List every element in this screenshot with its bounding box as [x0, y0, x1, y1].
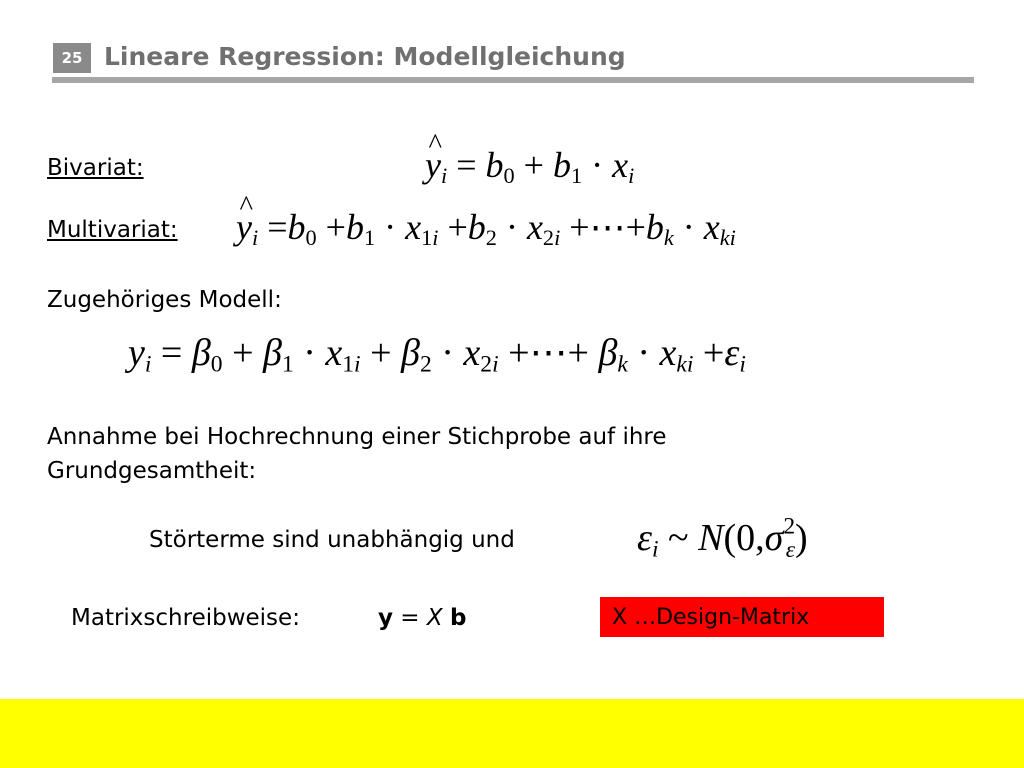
equation-multivariat: ^ $y_i =b_0 +b_1 \cdot x_{1i} +b_2 \cdot x_{2i}$ $+\cdots+b_k \cdot x_{ki}$ — [236, 206, 736, 248]
slide-number-badge: 25 — [53, 43, 91, 73]
equation-verteilung: $\varepsilon_i$ ~ $N(0,\sigma^2_\varepsilon)$ — [637, 513, 808, 563]
slide-title: Lineare Regression: Modellgleichung — [104, 42, 626, 71]
label-annahme-line1: Annahme bei Hochrechnung einer Stichprobe auf ihre — [47, 424, 667, 450]
label-stoerterme: Störterme sind unabhängig und — [149, 527, 515, 553]
label-matrix: Matrixschreibweise: — [71, 605, 300, 631]
equation-modell: $y_i = \beta_0 + \beta_1 \cdot x_{1i} + \beta_2 \cdot x_{2i}$ +⋯+ $\beta_k \cdot x_{ki} +\varepsilon_i$ — [128, 332, 746, 378]
design-matrix-label: X …Design-Matrix — [612, 604, 810, 630]
label-annahme-line2: Grundgesamtheit: — [47, 458, 257, 484]
design-matrix-box — [600, 597, 884, 637]
equation-bivariat: ^ $y_i = b_0 + b_1 \cdot x_i$ — [425, 144, 634, 186]
label-modell: Zugehöriges Modell: — [47, 287, 282, 313]
footer-band — [0, 699, 1024, 768]
label-multivariat: Multivariat: — [47, 217, 178, 243]
label-bivariat: Bivariat: — [47, 155, 144, 181]
equation-matrix: y = X b — [378, 605, 467, 631]
title-underline-bar — [52, 77, 974, 83]
